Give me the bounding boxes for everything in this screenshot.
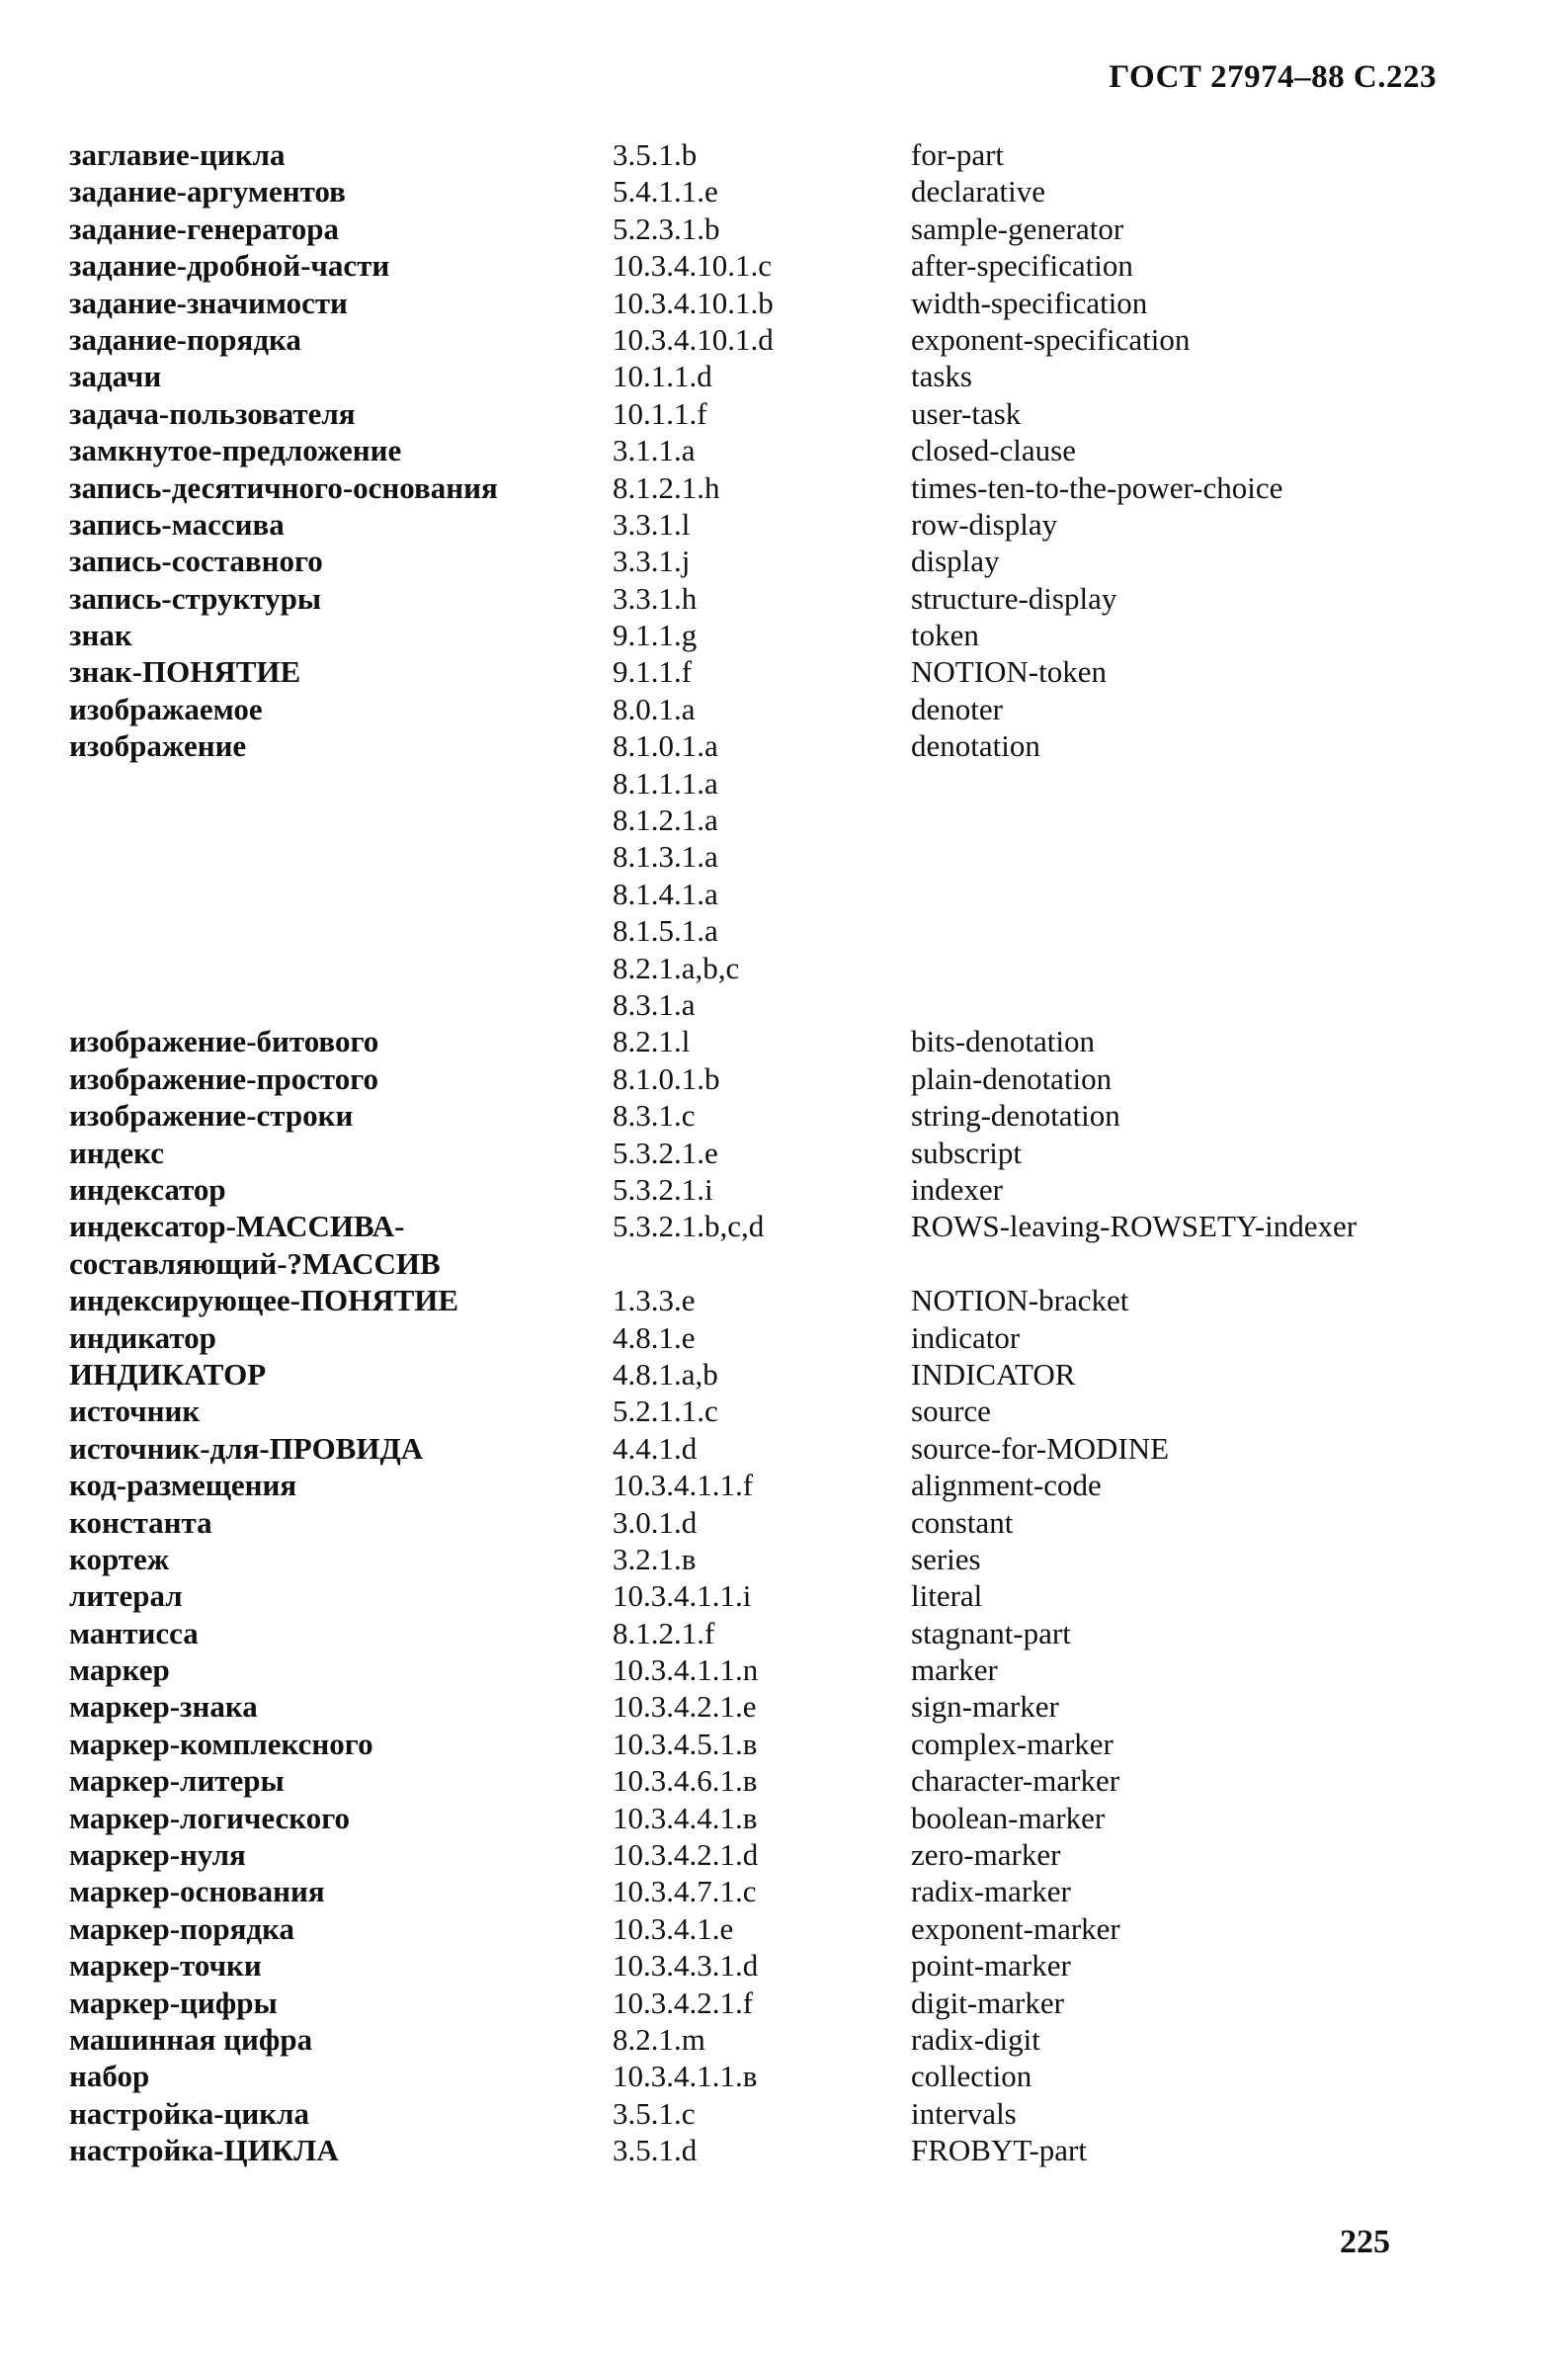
- section-reference: 10.3.4.1.1.f: [613, 1468, 754, 1503]
- english-term: point-marker: [911, 1948, 1071, 1984]
- english-term: character-marker: [911, 1763, 1120, 1799]
- english-term: source: [911, 1394, 991, 1429]
- section-reference: 10.3.4.6.1.в: [613, 1763, 758, 1799]
- english-term: string-denotation: [911, 1098, 1120, 1134]
- english-term: complex-marker: [911, 1726, 1114, 1761]
- index-row: [69, 285, 1492, 321]
- index-row: [69, 1577, 1492, 1614]
- index-row: [69, 1541, 1492, 1577]
- english-term: indicator: [911, 1319, 1021, 1355]
- english-term: token: [911, 618, 979, 653]
- index-row: [69, 1208, 1492, 1282]
- english-term: series: [911, 1541, 981, 1576]
- russian-term: кортеж: [69, 1541, 170, 1576]
- index-row: [69, 1800, 1492, 1836]
- index-row: [69, 1762, 1492, 1799]
- section-reference: 10.1.1.d: [613, 359, 712, 394]
- english-term: user-task: [911, 395, 1022, 431]
- section-reference: 9.1.1.f: [613, 654, 693, 690]
- section-reference: 3.3.1.l: [613, 506, 691, 542]
- index-row: [69, 469, 1492, 506]
- russian-term: машинная цифра: [69, 2022, 313, 2057]
- english-term: sample-generator: [911, 211, 1124, 246]
- russian-term: изображаемое: [69, 691, 263, 726]
- russian-term: мантисса: [69, 1615, 199, 1650]
- index-row: [69, 1430, 1492, 1467]
- russian-term: индексатор-МАССИВА- составляющий-?МАССИВ: [69, 1209, 441, 1281]
- index-row: [69, 358, 1492, 394]
- section-reference: 4.8.1.e: [613, 1319, 696, 1355]
- russian-term: запись-структуры: [69, 580, 322, 616]
- index-row: [69, 543, 1492, 579]
- russian-term: константа: [69, 1504, 212, 1540]
- index-row: [69, 691, 1492, 727]
- english-term: times-ten-to-the-power-choice: [911, 469, 1283, 505]
- russian-term: маркер: [69, 1652, 170, 1688]
- russian-term: изображение-битового: [69, 1024, 379, 1059]
- section-reference: 3.1.1.a: [613, 433, 696, 468]
- section-reference: 1.3.3.e: [613, 1283, 696, 1318]
- english-term: width-specification: [911, 285, 1148, 320]
- russian-term: источник-для-ПРОВИДА: [69, 1430, 424, 1466]
- russian-term: индекс: [69, 1135, 165, 1170]
- section-reference: 3.5.1.d: [613, 2133, 698, 2168]
- section-reference: 10.3.4.1.e: [613, 1910, 734, 1946]
- russian-term: маркер-цифры: [69, 1985, 278, 2020]
- english-term: radix-digit: [911, 2022, 1040, 2057]
- section-reference: 8.0.1.a: [613, 691, 696, 726]
- section-reference: 10.3.4.1.1.i: [613, 1578, 752, 1614]
- section-reference: 8.1.0.1.b: [613, 1060, 720, 1096]
- russian-term: источник: [69, 1394, 201, 1429]
- section-reference: 3.2.1.в: [613, 1541, 697, 1576]
- index-row: [69, 2132, 1492, 2168]
- russian-term: маркер-знака: [69, 1689, 258, 1725]
- russian-term: изображение: [69, 728, 247, 764]
- english-term: row-display: [911, 506, 1058, 542]
- section-reference: 8.1.0.1.a 8.1.1.1.a 8.1.2.1.a 8.1.3.1.a 8.1.4.1.a 8.1.5.1.a 8.2.1.a,b,c 8.3.1.a: [613, 728, 740, 1023]
- russian-term: набор: [69, 2059, 150, 2094]
- english-term: plain-denotation: [911, 1060, 1113, 1096]
- russian-term: индикатор: [69, 1319, 216, 1355]
- section-reference: 10.3.4.1.1.в: [613, 2059, 758, 2094]
- english-term: for-part: [911, 137, 1005, 172]
- section-reference: 4.8.1.a,b: [613, 1356, 718, 1392]
- english-term: structure-display: [911, 580, 1117, 616]
- section-reference: 5.3.2.1.e: [613, 1135, 718, 1170]
- english-term: NOTION-token: [911, 654, 1108, 690]
- index-row: [69, 1356, 1492, 1393]
- index-row: [69, 1688, 1492, 1725]
- section-reference: 8.2.1.l: [613, 1024, 691, 1059]
- russian-term: заглавие-цикла: [69, 137, 286, 172]
- english-term: digit-marker: [911, 1985, 1064, 2020]
- russian-term: знак-ПОНЯТИЕ: [69, 654, 301, 690]
- english-term: ROWS-leaving-ROWSETY-indexer: [911, 1209, 1358, 1244]
- section-reference: 5.2.3.1.b: [613, 211, 720, 246]
- section-reference: 10.3.4.7.1.c: [613, 1874, 757, 1909]
- english-term: subscript: [911, 1135, 1022, 1170]
- english-term: closed-clause: [911, 433, 1076, 468]
- english-term: intervals: [911, 2095, 1017, 2131]
- index-row: [69, 727, 1492, 1023]
- english-term: denoter: [911, 691, 1003, 726]
- russian-term: запись-десятичного-основания: [69, 469, 498, 505]
- russian-term: запись-массива: [69, 506, 285, 542]
- index-row: [69, 1282, 1492, 1318]
- index-row: [69, 653, 1492, 690]
- english-term: denotation: [911, 728, 1040, 764]
- index-row: [69, 1873, 1492, 1909]
- section-reference: 4.4.1.d: [613, 1430, 698, 1466]
- russian-term: задание-аргументов: [69, 174, 346, 210]
- english-term: indexer: [911, 1172, 1003, 1207]
- russian-term: запись-составного: [69, 544, 323, 579]
- section-reference: 3.0.1.d: [613, 1504, 698, 1540]
- russian-term: изображение-простого: [69, 1060, 378, 1096]
- english-term: NOTION-bracket: [911, 1283, 1129, 1318]
- section-reference: 5.2.1.1.c: [613, 1394, 718, 1429]
- section-reference: 3.5.1.b: [613, 137, 698, 172]
- index-row: [69, 617, 1492, 653]
- section-reference: 10.3.4.3.1.d: [613, 1948, 759, 1984]
- section-reference: 10.3.4.10.1.c: [613, 248, 773, 284]
- index-row: [69, 1097, 1492, 1134]
- english-term: marker: [911, 1652, 998, 1688]
- section-reference: 5.4.1.1.e: [613, 174, 718, 210]
- english-term: constant: [911, 1504, 1014, 1540]
- index-row: [69, 1615, 1492, 1651]
- english-term: stagnant-part: [911, 1615, 1071, 1650]
- section-reference: 10.3.4.10.1.d: [613, 321, 774, 357]
- russian-term: маркер-комплексного: [69, 1726, 373, 1761]
- english-term: collection: [911, 2059, 1032, 2094]
- english-term: bits-denotation: [911, 1024, 1095, 1059]
- russian-term: маркер-порядка: [69, 1910, 295, 1946]
- english-term: sign-marker: [911, 1689, 1059, 1725]
- index-row: [69, 1467, 1492, 1503]
- section-reference: 3.3.1.j: [613, 544, 691, 579]
- index-row: [69, 2095, 1492, 2132]
- russian-term: индексатор: [69, 1172, 226, 1207]
- english-term: display: [911, 544, 1000, 579]
- index-row: [69, 1171, 1492, 1208]
- section-reference: 10.3.4.2.1.e: [613, 1689, 757, 1725]
- index-row: [69, 1836, 1492, 1873]
- russian-term: задание-порядка: [69, 321, 301, 357]
- section-reference: 3.3.1.h: [613, 580, 698, 616]
- english-term: FROBYT-part: [911, 2133, 1087, 2168]
- index-row: [69, 506, 1492, 543]
- russian-term: настройка-цикла: [69, 2095, 310, 2131]
- section-reference: 10.1.1.f: [613, 395, 707, 431]
- russian-term: задание-дробной-части: [69, 248, 390, 284]
- english-term: radix-marker: [911, 1874, 1071, 1909]
- section-reference: 8.2.1.m: [613, 2022, 705, 2057]
- index-row: [69, 321, 1492, 358]
- russian-term: знак: [69, 618, 132, 653]
- index-row: [69, 1060, 1492, 1097]
- index-row: [69, 580, 1492, 617]
- index-row: [69, 247, 1492, 284]
- russian-term: индексирующее-ПОНЯТИЕ: [69, 1283, 459, 1318]
- english-term: exponent-specification: [911, 321, 1191, 357]
- index-row: [69, 1023, 1492, 1059]
- english-term: boolean-marker: [911, 1800, 1106, 1835]
- english-term: literal: [911, 1578, 983, 1614]
- russian-term: задание-значимости: [69, 285, 348, 320]
- english-term: tasks: [911, 359, 972, 394]
- russian-term: изображение-строки: [69, 1098, 354, 1134]
- russian-term: настройка-ЦИКЛА: [69, 2133, 339, 2168]
- index-row: [69, 1910, 1492, 1947]
- section-reference: 10.3.4.1.1.n: [613, 1652, 759, 1688]
- russian-term: литерал: [69, 1578, 183, 1614]
- index-row: [69, 1947, 1492, 1984]
- section-reference: 10.3.4.5.1.в: [613, 1726, 758, 1761]
- english-term: source-for-MODINE: [911, 1430, 1170, 1466]
- index-row: [69, 1393, 1492, 1429]
- index-row: [69, 1985, 1492, 2021]
- russian-term: маркер-основания: [69, 1874, 325, 1909]
- index-row: [69, 1319, 1492, 1356]
- index-row: [69, 211, 1492, 247]
- russian-term: замкнутое-предложение: [69, 433, 402, 468]
- index-row: [69, 136, 1492, 173]
- english-term: declarative: [911, 174, 1045, 210]
- english-term: INDICATOR: [911, 1356, 1076, 1392]
- section-reference: 8.1.2.1.h: [613, 469, 720, 505]
- index-row: [69, 1504, 1492, 1541]
- section-reference: 8.1.2.1.f: [613, 1615, 715, 1650]
- section-reference: 5.3.2.1.b,c,d: [613, 1209, 765, 1244]
- russian-term: задачи: [69, 359, 162, 394]
- russian-term: ИНДИКАТОР: [69, 1356, 267, 1392]
- english-term: zero-marker: [911, 1837, 1061, 1873]
- english-term: after-specification: [911, 248, 1133, 284]
- index-row: [69, 1726, 1492, 1762]
- index-row: [69, 2058, 1492, 2094]
- section-reference: 9.1.1.g: [613, 618, 698, 653]
- english-term: alignment-code: [911, 1468, 1102, 1503]
- index-row: [69, 395, 1492, 432]
- index-row: [69, 173, 1492, 210]
- index-table: [69, 136, 1492, 2169]
- section-reference: 10.3.4.4.1.в: [613, 1800, 758, 1835]
- russian-term: задача-пользователя: [69, 395, 356, 431]
- section-reference: 5.3.2.1.i: [613, 1172, 713, 1207]
- russian-term: маркер-точки: [69, 1948, 262, 1984]
- section-reference: 10.3.4.2.1.f: [613, 1985, 754, 2020]
- section-reference: 8.3.1.c: [613, 1098, 696, 1134]
- index-row: [69, 1135, 1492, 1171]
- page-number: 225: [1340, 2224, 1390, 2260]
- russian-term: маркер-логического: [69, 1800, 351, 1835]
- english-term: exponent-marker: [911, 1910, 1120, 1946]
- russian-term: код-размещения: [69, 1468, 297, 1503]
- section-reference: 10.3.4.2.1.d: [613, 1837, 759, 1873]
- index-row: [69, 432, 1492, 468]
- section-reference: 3.5.1.c: [613, 2095, 696, 2131]
- page-header: ГОСТ 27974–88 С.223: [1109, 59, 1437, 95]
- index-row: [69, 1651, 1492, 1688]
- russian-term: задание-генератора: [69, 211, 339, 246]
- russian-term: маркер-литеры: [69, 1763, 285, 1799]
- section-reference: 10.3.4.10.1.b: [613, 285, 774, 320]
- index-row: [69, 2021, 1492, 2058]
- russian-term: маркер-нуля: [69, 1837, 246, 1873]
